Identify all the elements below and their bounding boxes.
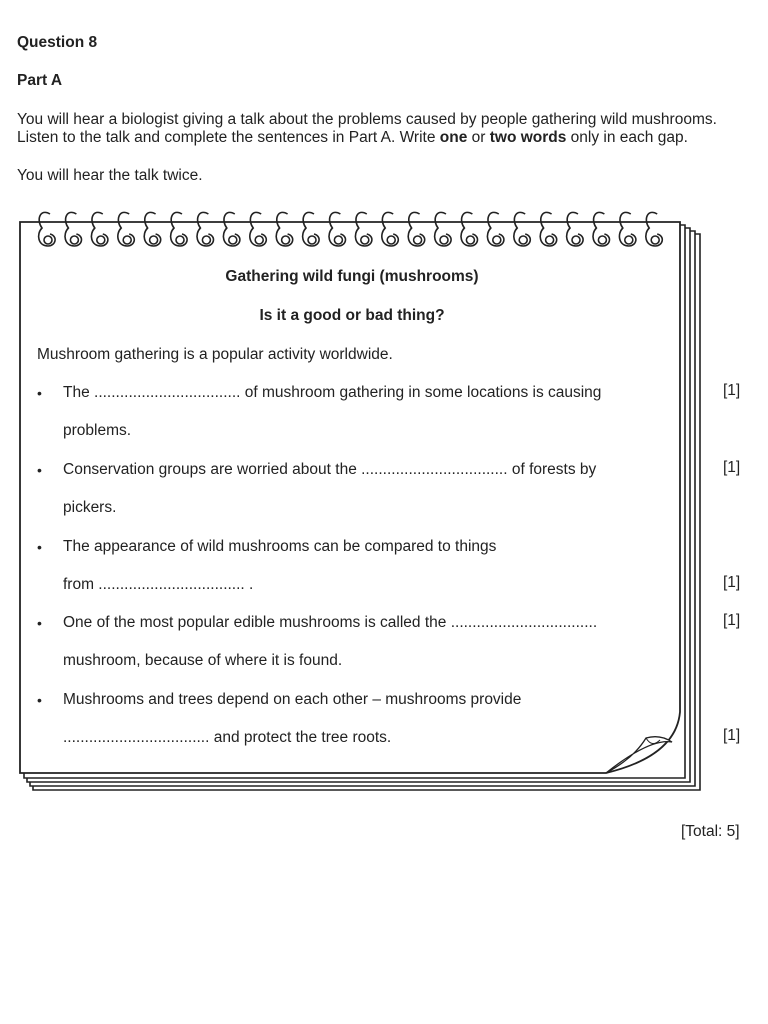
mark-3: [1] bbox=[723, 574, 741, 591]
spiral-hole bbox=[255, 236, 263, 244]
spiral-hole bbox=[308, 236, 316, 244]
item-3-line-2: from .................................. . bbox=[63, 576, 254, 593]
part-label: Part A bbox=[17, 72, 63, 89]
instructions-line-1: You will hear a biologist giving a talk about the problems caused by people gathering wild mushrooms. bbox=[17, 111, 717, 128]
instructions-text: only in each gap. bbox=[566, 129, 688, 146]
item-2-line-1: Conservation groups are worried about the .................................. of forests by bbox=[63, 461, 597, 478]
item-4-line-2: mushroom, because of where it is found. bbox=[63, 652, 343, 669]
spiral-hole bbox=[334, 236, 342, 244]
question-number: Question 8 bbox=[17, 34, 98, 51]
spiral-hole bbox=[387, 236, 395, 244]
bullet-point: • bbox=[37, 385, 42, 401]
spiral-hole bbox=[651, 236, 659, 244]
spiral-hole bbox=[361, 236, 369, 244]
spiral-hole bbox=[466, 236, 474, 244]
spiral-hole bbox=[44, 236, 52, 244]
notebook-title: Gathering wild fungi (mushrooms) bbox=[225, 268, 479, 285]
spiral-hole bbox=[440, 236, 448, 244]
bullet-point: • bbox=[37, 539, 42, 555]
bullet-point: • bbox=[37, 615, 42, 631]
item-4-line-1: One of the most popular edible mushrooms is called the .................................. bbox=[63, 614, 598, 631]
mark-1: [1] bbox=[723, 382, 741, 399]
item-5-line-2: .................................. and protect the tree roots. bbox=[63, 729, 392, 746]
mark-2: [1] bbox=[723, 459, 741, 476]
spiral-hole bbox=[546, 236, 554, 244]
item-3-line-1: The appearance of wild mushrooms can be compared to things bbox=[63, 538, 497, 555]
spiral-hole bbox=[598, 236, 606, 244]
item-5-line-1: Mushrooms and trees depend on each other – mushrooms provide bbox=[63, 691, 522, 708]
instructions-line-3: You will hear the talk twice. bbox=[17, 167, 203, 184]
spiral-hole bbox=[150, 236, 158, 244]
instructions-bold-two-words: two words bbox=[489, 129, 567, 146]
mark-4: [1] bbox=[723, 612, 741, 629]
spiral-hole bbox=[176, 236, 184, 244]
item-2-line-2: pickers. bbox=[63, 499, 117, 516]
instructions-text: Listen to the talk and complete the sentences in Part A. Write bbox=[17, 129, 440, 146]
mark-5: [1] bbox=[723, 727, 741, 744]
spiral-hole bbox=[123, 236, 131, 244]
spiral-hole bbox=[229, 236, 237, 244]
spiral-hole bbox=[519, 236, 527, 244]
item-1-line-2: problems. bbox=[63, 422, 132, 439]
instructions-text: or bbox=[467, 129, 490, 146]
spiral-hole bbox=[97, 236, 105, 244]
bullet-point: • bbox=[37, 462, 42, 478]
spiral-hole bbox=[414, 236, 422, 244]
instructions-bold-one: one bbox=[439, 129, 468, 146]
spiral-hole bbox=[572, 236, 580, 244]
notebook-intro: Mushroom gathering is a popular activity worldwide. bbox=[37, 346, 393, 363]
spiral-hole bbox=[625, 236, 633, 244]
bullet-point: • bbox=[37, 692, 42, 708]
item-1-line-1: The .................................. of mushroom gathering in some locations is causing bbox=[63, 384, 602, 401]
spiral-hole bbox=[493, 236, 501, 244]
notebook-subtitle: Is it a good or bad thing? bbox=[259, 307, 445, 324]
spiral-hole bbox=[202, 236, 210, 244]
total-marks: [Total: 5] bbox=[681, 823, 740, 840]
spiral-hole bbox=[70, 236, 78, 244]
spiral-hole bbox=[282, 236, 290, 244]
